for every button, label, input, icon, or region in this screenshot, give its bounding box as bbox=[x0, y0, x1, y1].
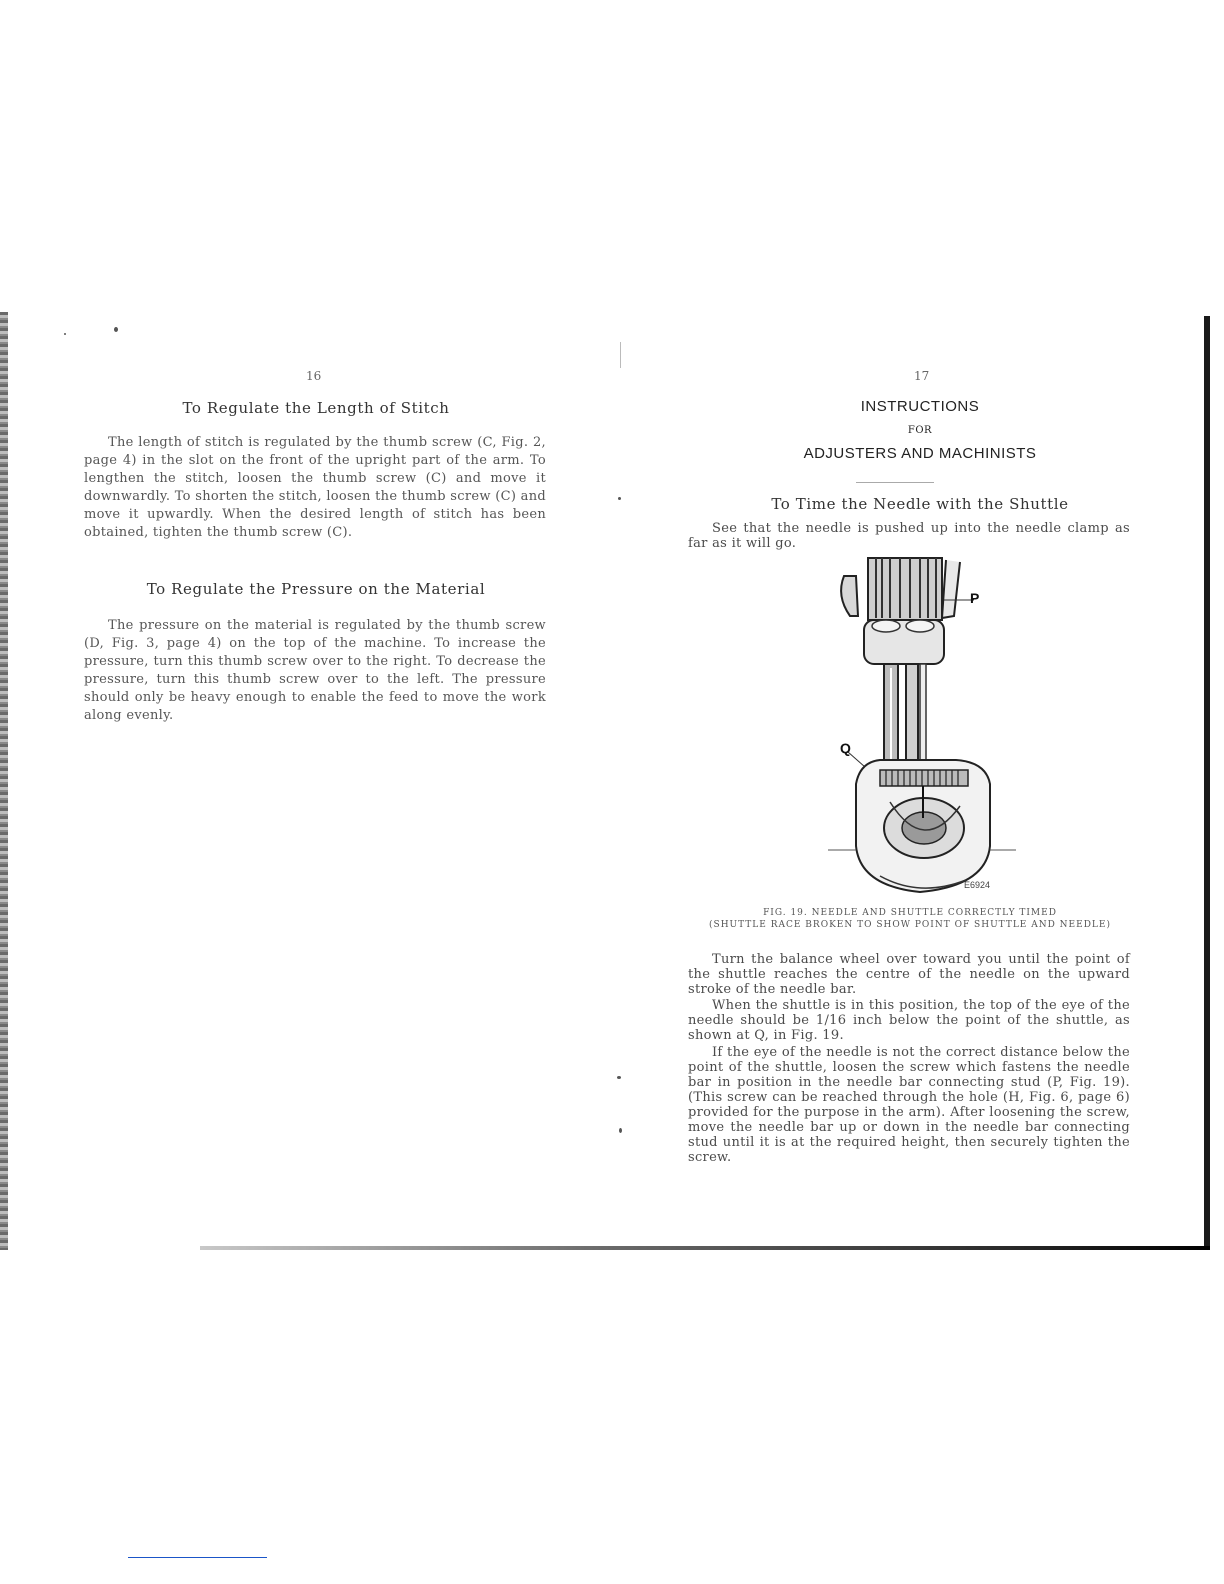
scan-speck bbox=[64, 333, 66, 335]
paragraph-adjust-needle-bar: If the eye of the needle is not the correct distance below the point of the shuttle, loosen the screw which fastens the needle bar in position in the needle bar connecting stud (P, Fig. 19). (This screw can be reached through the hole (H, Fig. 6, page 6) provided for the purpose in the arm). After loosening the screw, move the needle bar up or down in the needle bar connecting stud until it is at the required height, then securely tighten the screw. bbox=[688, 1045, 1130, 1165]
gutter-line bbox=[620, 342, 621, 368]
section-heading-time-needle: To Time the Needle with the Shuttle bbox=[771, 495, 1069, 513]
scan-bottom-edge bbox=[200, 1246, 1210, 1250]
figure-label-p: P bbox=[970, 590, 980, 606]
title-instructions: INSTRUCTIONS bbox=[860, 398, 980, 415]
scan-speck bbox=[114, 327, 118, 332]
scan-speck bbox=[617, 1076, 621, 1079]
figure-19-needle-shuttle bbox=[820, 556, 1020, 898]
paragraph-pressure: The pressure on the material is regulated by the thumb screw (D, Fig. 3, page 4) on the top of the machine. To increase the pressure, turn this thumb screw over to the right. To decrease the pressure, turn this thumb screw over to the left. The pressure should only be heavy enough to enable the feed to move the work along evenly. bbox=[84, 618, 546, 723]
page-number-right: 17 bbox=[914, 369, 930, 383]
bottom-link-underline bbox=[128, 1557, 267, 1558]
scan-right-edge bbox=[1204, 316, 1210, 1250]
section-heading-pressure: To Regulate the Pressure on the Material bbox=[146, 580, 486, 598]
title-for: FOR bbox=[907, 425, 933, 436]
title-adjusters-machinists: ADJUSTERS AND MACHINISTS bbox=[803, 445, 1037, 462]
figure-caption-line1: FIG. 19. NEEDLE AND SHUTTLE CORRECTLY TIMED bbox=[763, 908, 1057, 918]
section-heading-stitch-length: To Regulate the Length of Stitch bbox=[182, 399, 450, 417]
title-separator bbox=[856, 482, 934, 483]
figure-caption-line2: (SHUTTLE RACE BROKEN TO SHOW POINT OF SHUTTLE AND NEEDLE) bbox=[709, 920, 1111, 930]
scan-speck bbox=[618, 497, 621, 500]
paragraph-needle-eye: When the shuttle is in this position, the top of the eye of the needle should be 1/16 inch below the point of the shuttle, as shown at Q, in Fig. 19. bbox=[688, 998, 1130, 1043]
figure-code: E6924 bbox=[964, 880, 991, 890]
paragraph-intro: See that the needle is pushed up into the needle clamp as far as it will go. bbox=[688, 521, 1130, 551]
scan-speck bbox=[619, 1128, 622, 1133]
paragraph-balance-wheel: Turn the balance wheel over toward you until the point of the shuttle reaches the centre of the needle on the upward stroke of the needle bar. bbox=[688, 952, 1130, 997]
scan-left-edge bbox=[0, 312, 8, 1250]
page-number-left: 16 bbox=[306, 369, 322, 383]
paragraph-stitch-length: The length of stitch is regulated by the thumb screw (C, Fig. 2, page 4) in the slot on the front of the upright part of the arm. To lengthen the stitch, loosen the thumb screw (C) and move it downwardly. To shorten the stitch, loosen the thumb screw (C) and move it upwardly. When the desired length of stitch has been obtained, tighten the thumb screw (C). bbox=[84, 435, 546, 540]
figure-label-q: Q bbox=[840, 740, 851, 756]
